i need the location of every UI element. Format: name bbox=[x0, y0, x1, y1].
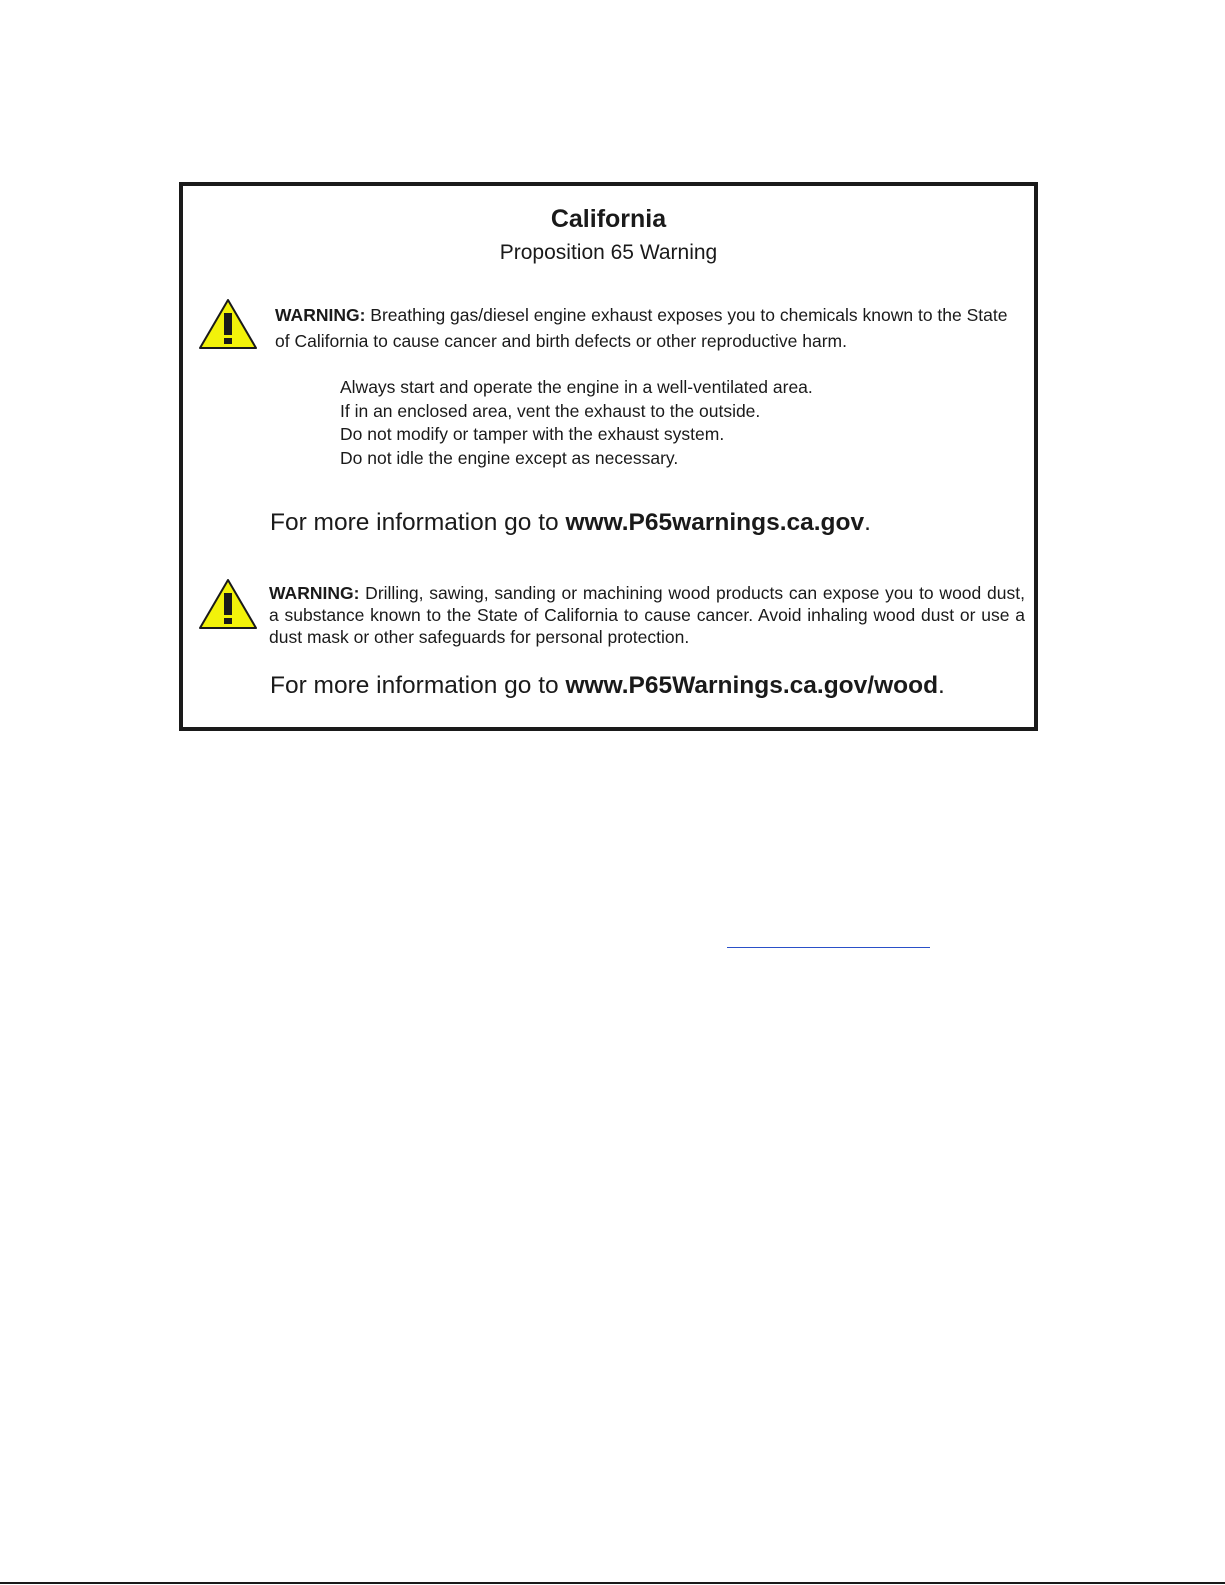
list-item: If in an enclosed area, vent the exhaust to the outside. bbox=[340, 400, 761, 421]
prop65-warning-label bbox=[179, 182, 1038, 731]
list-item: Always start and operate the engine in a well-ventilated area. bbox=[340, 377, 813, 397]
more-info-line-1 bbox=[270, 508, 871, 538]
more-info-url: www.P65warnings.ca.gov bbox=[565, 509, 865, 536]
more-info-period: . bbox=[864, 509, 871, 536]
label-subtitle: Proposition 65 Warning bbox=[499, 241, 718, 264]
page-bottom-rule bbox=[0, 1582, 1225, 1584]
list-item: Do not modify or tamper with the exhaust system. bbox=[340, 424, 725, 444]
warning-triangle-icon bbox=[198, 578, 258, 630]
more-info-line-2 bbox=[270, 671, 945, 701]
warning-prefix: WARNING: bbox=[275, 305, 366, 325]
more-info-url: www.P65Warnings.ca.gov/wood bbox=[565, 672, 939, 699]
warning-exhaust-body: Breathing gas/diesel engine exhaust exposes you to chemicals known to the State of California to cause cancer and birth defects or other reproductive harm. bbox=[275, 305, 1008, 351]
warning-exhaust-text bbox=[275, 302, 1025, 354]
more-info-text: For more information go to bbox=[270, 672, 566, 699]
exhaust-safety-steps bbox=[340, 376, 813, 470]
warning-wood-dust-body: Drilling, sawing, sanding or machining wood products can expose you to wood dust, a substance known to the State of California to cause cancer. Avoid inhaling wood dust or use a dust mask or other safeguards for personal protection. bbox=[269, 583, 1025, 647]
more-info-period: . bbox=[938, 672, 945, 699]
more-info-text: For more information go to bbox=[270, 509, 566, 536]
warning-prefix: WARNING: bbox=[269, 583, 360, 603]
label-title: California bbox=[550, 205, 667, 233]
hyperlink-underline[interactable] bbox=[727, 947, 930, 948]
warning-triangle-icon bbox=[198, 298, 258, 350]
list-item: Do not idle the engine except as necessary. bbox=[340, 447, 679, 468]
warning-wood-dust-text bbox=[269, 582, 1025, 648]
